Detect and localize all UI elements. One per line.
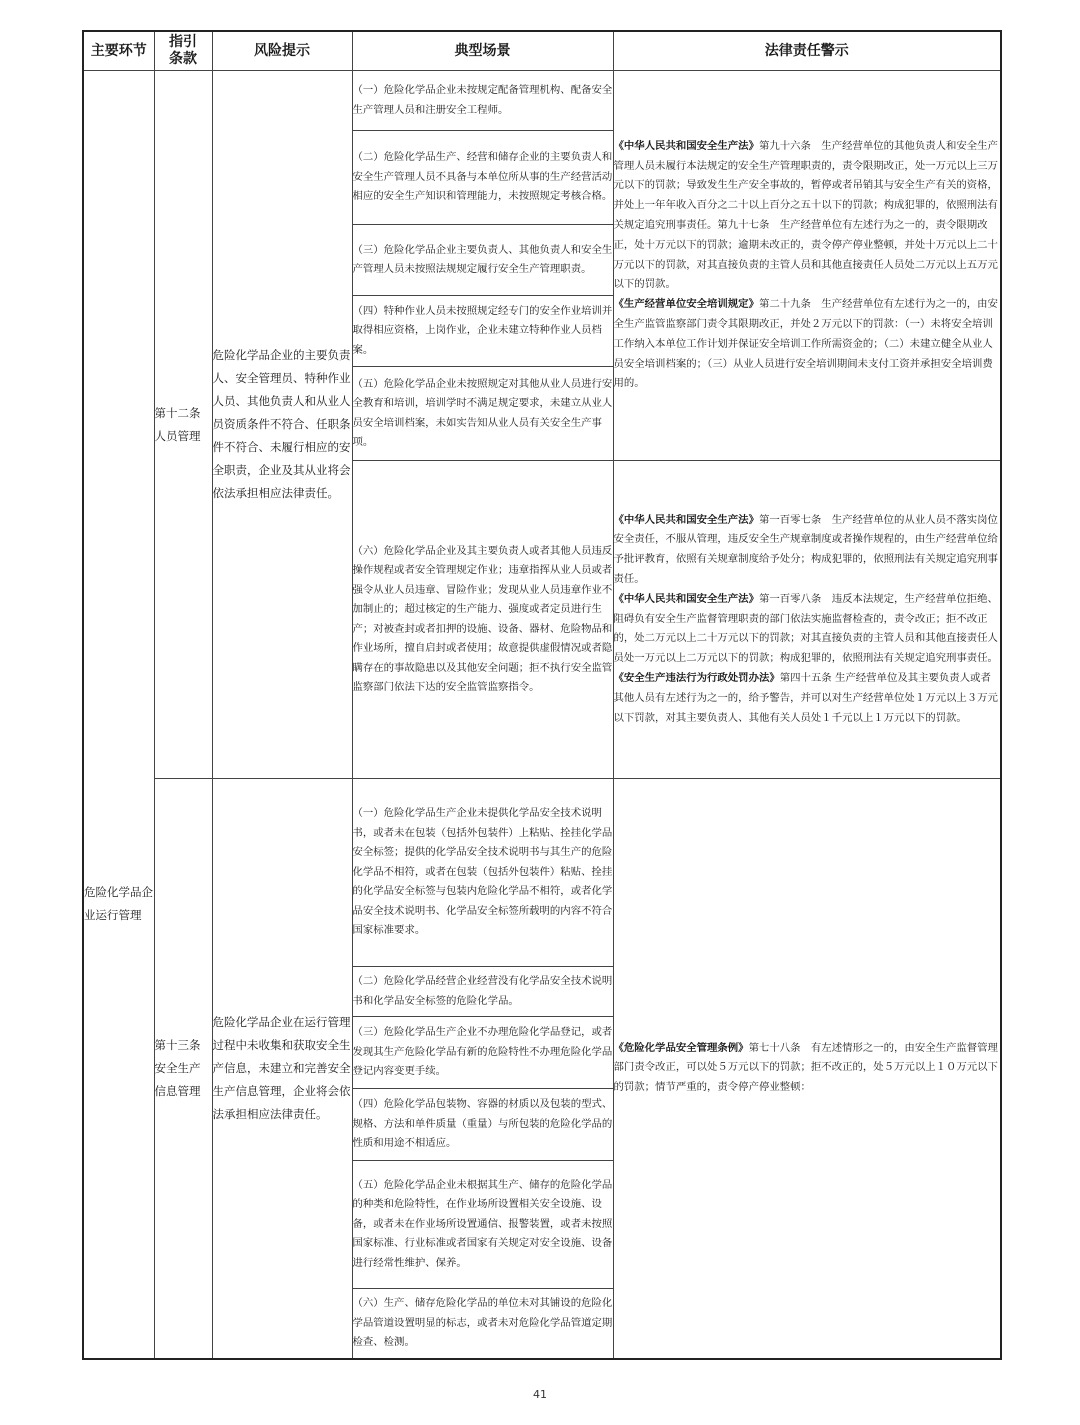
scenario-cell: （四）特种作业人员未按照规定经专门的安全作业培训并取得相应资格，上岗作业，企业未建立特种作业人员档案。 [352,296,613,367]
risk-table [82,30,1002,1360]
legal-clause: 《中华人民共和国安全生产法》第九十六条 生产经营单位的其他负责人和安全生产管理人员未履行本法规定的安全生产管理职责的，责令限期改正，处一万元以上三万元以下的罚款；导致发生生产安全事故的，暂停或者吊销其与安全生产有关的资格，并处上一年年收入百分之二十以上百分之五十以下的罚款；构成犯罪的，依照刑法有关规定追究刑事责任。第九十七条 生产经营单位有左述行为之一的，责令限期改正，处十万元以下的罚款；逾期未改正的，责令停产停业整顿，并处十万元以上二十万元以下的罚款，对其直接负责的主管人员和其他直接责任人员处二万元以上五万元以下的罚款。 [613,139,998,291]
legal-clause: 《安全生产违法行为行政处罚办法》第四十五条 生产经营单位及其主要负责人或者其他人员有左述行为之一的，给予警告，并可以对生产经营单位处１万元以上３万元以下罚款，对其主要负责人、其他有关人员处１千元以上１万元以下的罚款。 [613,671,998,724]
header-row [83,31,1001,71]
stage-cell: 危险化学品企业运行管理 [83,71,154,1359]
clause-cell: 第十二条人员管理 [154,71,212,779]
header-clause: 指引条款 [154,31,212,71]
header-scenarios: 典型场景 [352,31,613,71]
risk-cell: 危险化学品企业在运行管理过程中未收集和获取安全生产信息，未建立和完善安全生产信息管理，企业将会依法承担相应法律责任。 [212,779,352,1359]
header-stage: 主要环节 [83,31,154,71]
legal-clause: 《中华人民共和国安全生产法》第一百零七条 生产经营单位的从业人员不落实岗位安全责任，不服从管理，违反安全生产规章制度或者操作规程的，由生产经营单位给予批评教育，依照有关规章制度给予处分；构成犯罪的，依照刑法有关规定追究刑事责任。 [613,513,998,585]
scenario-cell: （三）危险化学品生产企业不办理危险化学品登记，或者发现其生产危险化学品有新的危险特性不办理危险化学品登记内容变更手续。 [352,1017,613,1089]
legal-clause: 《中华人民共和国安全生产法》第一百零八条 违反本法规定，生产经营单位拒绝、阻碍负有安全生产监督管理职责的部门依法实施监督检查的，责令改正；拒不改正的，处二万元以上二十万元以下的罚款；对其直接负责的主管人员和其他直接责任人员处一万元以上二万元以下的罚款；构成犯罪的，依照刑法有关规定追究刑事责任。 [613,592,998,665]
scenario-cell: （三）危险化学品企业主要负责人、其他负责人和安全生产管理人员未按照法规规定履行安全生产管理职责。 [352,225,613,296]
scenario-cell: （五）危险化学品企业未根据其生产、储存的危险化学品的种类和危险特性，在作业场所设置相关安全设施、设备，或者未在作业场所设置通信、报警装置，或者未按照国家标准、行业标准或者国家有关规定对安全设施、设备进行经常性维护、保养。 [352,1161,613,1289]
scenario-cell: （一）危险化学品生产企业未提供化学品安全技术说明书，或者未在包装（包括外包装件）上粘贴、拴挂化学品安全标签；提供的化学品安全技术说明书与其生产的危险化学品不相符，或者在包装（包括外包装件）粘贴、拴挂的化学品安全标签与包装内危险化学品不相符，或者化学品安全技术说明书、化学品安全标签所载明的内容不符合国家标准要求。 [352,779,613,967]
scenario-cell: （六）生产、储存危险化学品的单位未对其铺设的危险化学品管道设置明显的标志，或者未对危险化学品管道定期检查、检测。 [352,1289,613,1359]
legal-cell [613,461,1001,779]
scenario-cell: （四）危险化学品包装物、容器的材质以及包装的型式、规格、方法和单件质量（重量）与所包装的危险化学品的性质和用途不相适应。 [352,1089,613,1161]
legal-clause: 《危险化学品安全管理条例》第七十八条 有左述情形之一的，由安全生产监督管理部门责令改正，可以处５万元以下的罚款；拒不改正的，处５万元以上１０万元以下的罚款；情节严重的，责令停产停业整顿： [613,1041,998,1094]
scenario-cell: （六）危险化学品企业及其主要负责人或者其他人员违反操作规程或者安全管理规定作业；违章指挥从业人员或者强令从业人员违章、冒险作业；发现从业人员违章作业不加制止的；超过核定的生产能力、强度或者定员进行生产；对被查封或者扣押的设施、设备、器材、危险物品和作业场所，擅自启封或者使用；故意提供虚假情况或者隐瞒存在的事故隐患以及其他安全问题；拒不执行安全监管监察部门依法下达的安全监管监察指令。 [352,461,613,779]
table-row [83,779,1001,967]
page-number: 41 [533,1388,547,1401]
scenario-cell: （五）危险化学品企业未按照规定对其他从业人员进行安全教育和培训，培训学时不满足规定要求，未建立从业人员安全培训档案，未如实告知从业人员有关安全生产事项。 [352,367,613,461]
clause-cell: 第十三条安全生产信息管理 [154,779,212,1359]
scenario-cell: （二）危险化学品经营企业经营没有化学品安全技术说明书和化学品安全标签的危险化学品。 [352,967,613,1017]
legal-clause: 《生产经营单位安全培训规定》第二十九条 生产经营单位有左述行为之一的，由安全生产监管监察部门责令其限期改正，并处２万元以下的罚款：（一）未将安全培训工作纳入本单位工作计划并保证安全培训工作所需资金的；（二）未建立健全从业人员安全培训档案的；（三）从业人员进行安全培训期间未支付工资并承担安全培训费用的。 [613,298,998,390]
header-legal: 法律责任警示 [613,31,1001,71]
legal-cell [613,71,1001,461]
header-risk: 风险提示 [212,31,352,71]
scenario-cell: （二）危险化学品生产、经营和储存企业的主要负责人和安全生产管理人员不具备与本单位所从事的生产经营活动相应的安全生产知识和管理能力，未按照规定考核合格。 [352,131,613,225]
legal-cell [613,779,1001,1359]
risk-cell: 危险化学品企业的主要负责人、安全管理员、特种作业人员、其他负责人和从业人员资质条件不符合、任职条件不符合、未履行相应的安全职责，企业及其从业将会依法承担相应法律责任。 [212,71,352,779]
table-row [83,71,1001,131]
scenario-cell: （一）危险化学品企业未按规定配备管理机构、配备安全生产管理人员和注册安全工程师。 [352,71,613,131]
